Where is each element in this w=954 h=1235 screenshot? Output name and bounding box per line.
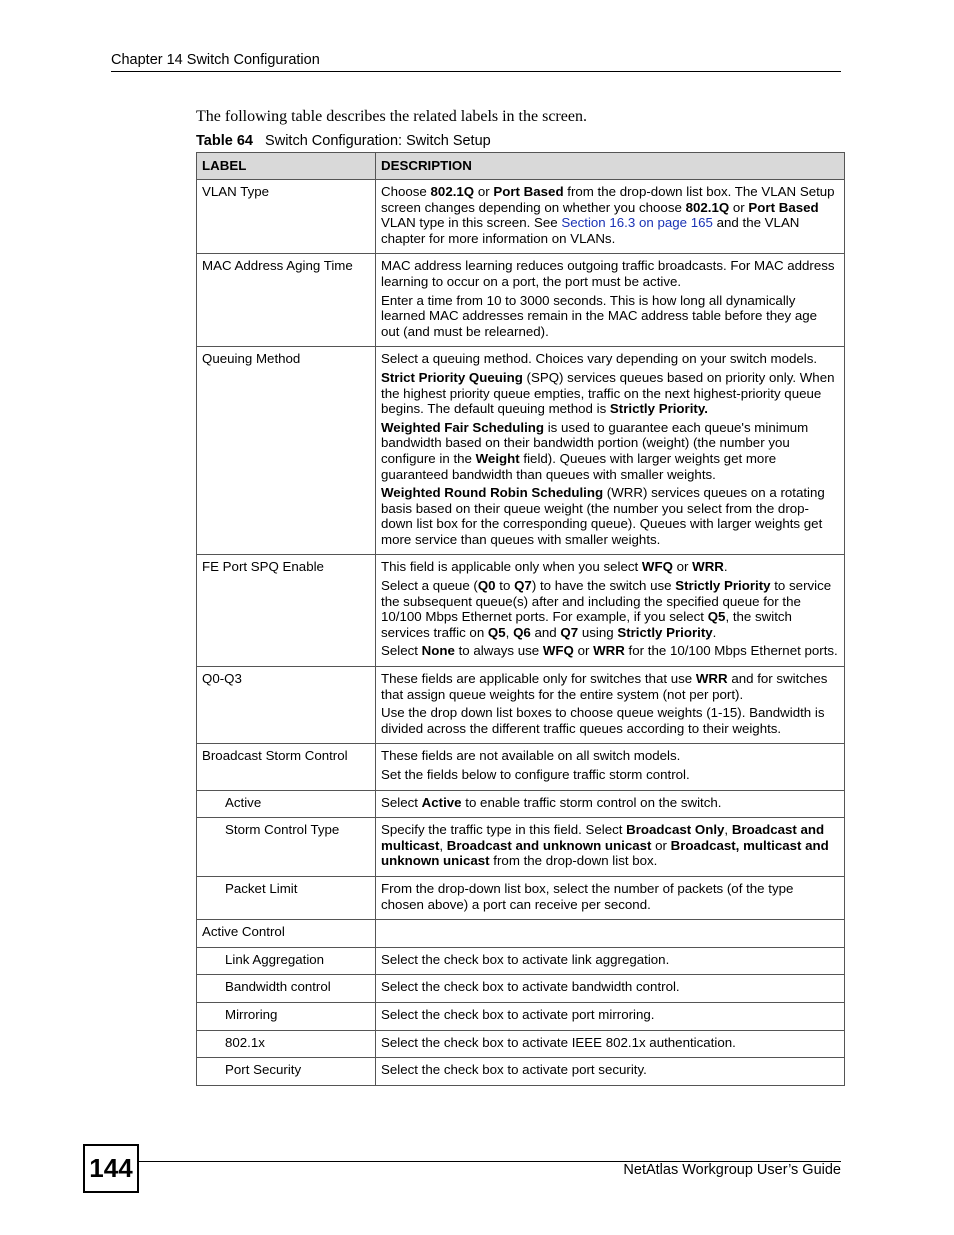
bold-term: Q5 (487, 624, 506, 640)
table-row (197, 876, 845, 919)
table-row (197, 667, 845, 744)
bold-term: Q7 (560, 624, 579, 640)
bold-term: Port Based (493, 184, 564, 199)
page-number: 144 (83, 1144, 139, 1193)
description-paragraph (381, 351, 839, 367)
text-run: (SPQ) services queues based on priority only. When the highest priority queue empties, traffic on the next highest-priority queue begins. The default queuing method is (381, 369, 835, 417)
bold-term: Q0 (477, 578, 496, 594)
bold-term: Strictly Priority. (609, 401, 708, 417)
row-description (376, 254, 845, 347)
text-run: ) to have the switch use (531, 578, 676, 594)
text-run: Choose (381, 184, 431, 199)
text-run: Specify the traffic type in this field. Select (381, 822, 627, 838)
text-run: for the 10/100 Mbps Ethernet ports. (624, 643, 838, 659)
bold-term: 802.1Q (685, 199, 730, 215)
bold-term: WFQ (542, 643, 574, 659)
table-row (197, 1058, 845, 1086)
intro-text: The following table describes the related labels in the screen. (196, 108, 587, 125)
description-paragraph (381, 767, 839, 783)
bold-term: Weighted Round Robin Scheduling (381, 485, 604, 501)
description-paragraph (381, 1035, 839, 1051)
row-description (376, 555, 845, 667)
description-paragraph (381, 258, 839, 289)
row-label: Packet Limit (197, 876, 376, 919)
bold-term: Broadcast and unknown unicast (446, 837, 652, 853)
table-header-row (197, 153, 845, 180)
table-body (197, 180, 845, 1086)
row-description (376, 876, 845, 919)
table-row (197, 1002, 845, 1030)
row-description (376, 818, 845, 877)
description-paragraph (381, 643, 839, 659)
row-label: Storm Control Type (197, 818, 376, 877)
description-paragraph (381, 748, 839, 764)
bold-term: Q6 (513, 624, 531, 640)
text-run: , (724, 822, 732, 838)
row-label: Bandwidth control (197, 975, 376, 1003)
text-run: to service the subsequent queue(s) after and including the specified queue for the 10/100 Mbps Ethernet ports. For example, if you select (381, 578, 832, 625)
description-paragraph (381, 822, 839, 869)
text-run: Select (381, 794, 422, 810)
text-run: and the VLAN chapter for more information on VLANs. (381, 215, 800, 246)
table-title: Switch Configuration: Switch Setup (265, 133, 491, 149)
text-run: MAC address learning reduces outgoing traffic broadcasts. For MAC address learning to occur on a port, the port must be active. (381, 258, 835, 289)
description-paragraph (381, 1062, 839, 1078)
bold-term: Weighted Fair Scheduling (381, 419, 545, 435)
row-label: Queuing Method (197, 347, 376, 555)
empty-description (381, 924, 839, 936)
bold-term: WRR (695, 671, 728, 687)
table-row (197, 818, 845, 877)
description-paragraph (381, 952, 839, 968)
row-description (376, 920, 845, 948)
description-paragraph (381, 1007, 839, 1023)
row-label: FE Port SPQ Enable (197, 555, 376, 667)
row-label: Q0-Q3 (197, 667, 376, 744)
text-run: or (672, 559, 693, 575)
description-paragraph (381, 578, 839, 640)
row-label: Broadcast Storm Control (197, 744, 376, 790)
label-column-header: LABEL (197, 153, 376, 180)
row-label: Active (197, 790, 376, 818)
bold-term: None (421, 643, 455, 659)
text-run: Select a queuing method. Choices vary depending on your switch models. (381, 351, 818, 367)
text-run: to (495, 578, 515, 594)
table-row (197, 555, 845, 667)
description-paragraph (381, 485, 839, 547)
description-paragraph (381, 705, 839, 736)
text-run: or (651, 837, 671, 853)
text-run: from the drop-down list box. The VLAN Setup screen changes depending on whether you choose (381, 184, 835, 215)
description-paragraph (381, 559, 839, 575)
bold-term: Strictly Priority (617, 624, 713, 640)
description-paragraph (381, 671, 839, 702)
bold-term: WRR (593, 643, 625, 659)
bold-term: Broadcast and multicast (381, 822, 825, 853)
text-run: Select the check box to activate bandwidth control. (381, 979, 680, 995)
table-row (197, 744, 845, 790)
description-paragraph (381, 370, 839, 417)
text-run: These fields are not available on all switch models. (381, 748, 681, 764)
chapter-header: Chapter 14 Switch Configuration (111, 52, 320, 68)
table-row (197, 347, 845, 555)
description-paragraph (381, 293, 839, 340)
text-run: or (474, 184, 494, 199)
bold-term: Q7 (514, 578, 532, 594)
text-run: Select (381, 643, 422, 659)
text-run: or (573, 643, 594, 659)
table-row (197, 180, 845, 254)
text-run: Select the check box to activate link aggregation. (381, 951, 670, 967)
bold-term: Active (421, 794, 462, 810)
table-row (197, 1030, 845, 1058)
row-label: Port Security (197, 1058, 376, 1086)
text-run: Select the check box to activate IEEE 802.1x authentication. (381, 1034, 736, 1050)
label-description-table (196, 152, 845, 1086)
row-description (376, 180, 845, 254)
row-description (376, 347, 845, 555)
text-run: , the switch services traffic on (381, 609, 792, 640)
text-run: Select the check box to activate port mirroring. (381, 1006, 655, 1022)
text-run: VLAN type in this screen. See (381, 215, 562, 231)
description-paragraph (381, 881, 839, 912)
row-label: Active Control (197, 920, 376, 948)
guide-title: NetAtlas Workgroup User’s Guide (623, 1162, 841, 1178)
bold-term: Strict Priority Queuing (381, 369, 523, 385)
description-paragraph (381, 420, 839, 482)
row-description (376, 1058, 845, 1086)
text-run: Set the fields below to configure traffic storm control. (381, 767, 690, 782)
table-row (197, 947, 845, 975)
table-number: Table 64 (196, 133, 253, 149)
text-run: This field is applicable only when you select (381, 559, 642, 575)
row-label: MAC Address Aging Time (197, 254, 376, 347)
bold-term: 802.1Q (430, 184, 475, 199)
table-row (197, 920, 845, 948)
bold-term: Broadcast, multicast and unknown unicast (381, 837, 829, 869)
text-run: , (439, 837, 447, 853)
description-paragraph (381, 184, 839, 246)
table-row (197, 790, 845, 818)
text-run: and for switches that assign queue weights for the entire system (not per port). (381, 671, 828, 702)
row-label: 802.1x (197, 1030, 376, 1058)
row-label: VLAN Type (197, 180, 376, 254)
row-description (376, 744, 845, 790)
bold-term: Q5 (707, 609, 726, 625)
text-run: field). Queues with larger weights get more guaranteed bandwidth than queues with smaller weights. (381, 450, 777, 482)
text-run: From the drop-down list box, select the number of packets (of the type chosen above) a port can receive per second. (381, 880, 794, 912)
table-caption (196, 133, 491, 149)
row-description (376, 975, 845, 1003)
text-run: These fields are applicable only for switches that use (381, 671, 696, 687)
bold-term: Weight (475, 450, 520, 466)
text-run: and (530, 624, 561, 640)
bold-term: Port Based (748, 199, 819, 215)
row-description (376, 1002, 845, 1030)
cross-reference-link[interactable]: Section 16.3 on page 165 (561, 215, 713, 231)
row-description (376, 790, 845, 818)
row-label: Link Aggregation (197, 947, 376, 975)
table-row (197, 975, 845, 1003)
description-column-header: DESCRIPTION (376, 153, 845, 180)
text-run: Select the check box to activate port security. (381, 1062, 647, 1078)
bold-term: Broadcast Only (626, 822, 725, 838)
text-run: . (723, 559, 728, 575)
bold-term: WFQ (641, 559, 673, 575)
row-description (376, 1030, 845, 1058)
text-run: using (578, 624, 618, 640)
bold-term: Strictly Priority (675, 578, 771, 594)
text-run: from the drop-down list box. (489, 853, 658, 869)
text-run: Select a queue ( (381, 578, 478, 594)
text-run: to enable traffic storm control on the switch. (461, 794, 722, 810)
row-description (376, 667, 845, 744)
header-rule (111, 71, 841, 72)
description-paragraph (381, 979, 839, 995)
text-run: . (712, 624, 717, 640)
text-run: Use the drop down list boxes to choose queue weights (1-15). Bandwidth is divided across the different traffic queues according to their weights. (381, 705, 825, 736)
text-run: , (505, 624, 514, 640)
bold-term: WRR (692, 559, 724, 575)
text-run: (WRR) services queues on a rotating basis based on their queue weight (the number you select from the drop-down list box for the corresponding queue). Queues with larger weights get more service than queues with smaller weights. (381, 485, 825, 547)
text-run: Enter a time from 10 to 3000 seconds. This is how long all dynamically learned MAC addresses remain in the MAC address table before they age out (and must be relearned). (381, 292, 818, 339)
text-run: or (729, 199, 749, 215)
text-run: to always use (454, 643, 543, 659)
text-run: is used to guarantee each queue's minimum bandwidth based on their bandwidth portion (weight) (the number you configure in the (381, 419, 809, 466)
row-description (376, 947, 845, 975)
table-row (197, 254, 845, 347)
row-label: Mirroring (197, 1002, 376, 1030)
description-paragraph (381, 795, 839, 811)
